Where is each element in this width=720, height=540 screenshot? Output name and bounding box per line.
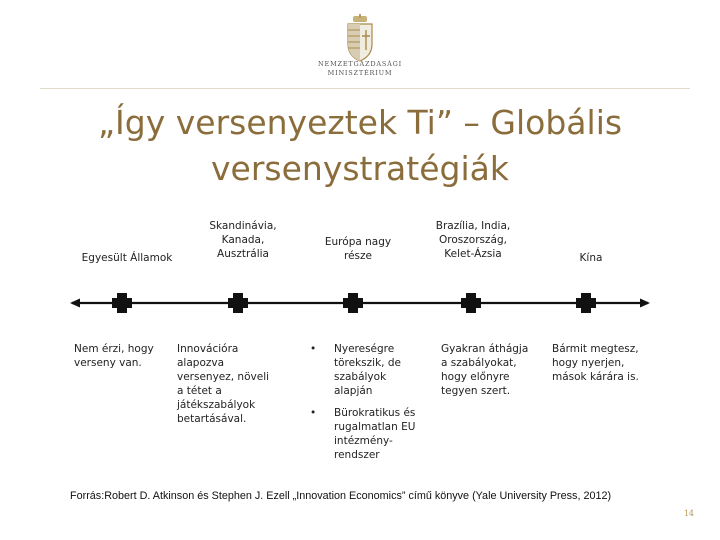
marker-europe <box>343 293 363 313</box>
marker-china <box>576 293 596 313</box>
marker-emerging <box>461 293 481 313</box>
marker-usa <box>112 293 132 313</box>
ministry-name-line1: NEMZETGAZDASÁGI <box>318 60 402 68</box>
left-arrow-icon <box>70 299 80 308</box>
description-china: Bármit megtesz, hogy nyerjen, mások kárára is. <box>552 343 639 383</box>
ministry-name-line2: MINISZTÉRIUM <box>327 69 393 77</box>
description-europe-point2: • Bürokratikus és rugalmatlan EU intézmény- rendszer <box>334 406 434 462</box>
region-label-usa: Egyesült Államok <box>81 252 173 264</box>
description-usa: Nem érzi, hogy verseny van. <box>74 343 154 369</box>
region-label-china: Kína <box>579 252 603 264</box>
source-citation: Forrás:Robert D. Atkinson és Stephen J. Ezell „Innovation Economics” című könyve (Yale University Press, 2012) <box>70 490 612 502</box>
marker-scandinavia <box>228 293 248 313</box>
description-scandinavia: Innovációra alapozva versenyez, növeli a tétet a játékszabályok betartásával. <box>177 343 270 425</box>
ministry-crest-icon <box>340 14 380 64</box>
strategy-spectrum-line <box>0 280 720 326</box>
description-emerging: Gyakran áthágja a szabályokat, hogy előnyre tegyen szert. <box>441 343 529 397</box>
slide-title-line2: versenystratégiák <box>211 149 509 188</box>
region-label-emerging: Brazília, India, Oroszország, Kelet-Ázsia <box>435 220 511 260</box>
description-europe-point1: • Nyereségre törekszik, de szabályok alapján <box>334 342 434 398</box>
right-arrow-icon <box>640 299 650 308</box>
slide-title <box>40 100 680 192</box>
ministry-name <box>290 60 430 78</box>
region-label-scandinavia: Skandinávia, Kanada, Ausztrália <box>209 220 277 260</box>
region-label-europe: Európa nagy része <box>324 236 392 262</box>
slide-title-line1: „Így versenyeztek Ti” – Globális <box>97 103 623 142</box>
header-rule <box>40 88 690 89</box>
page-number: 14 <box>683 509 694 518</box>
